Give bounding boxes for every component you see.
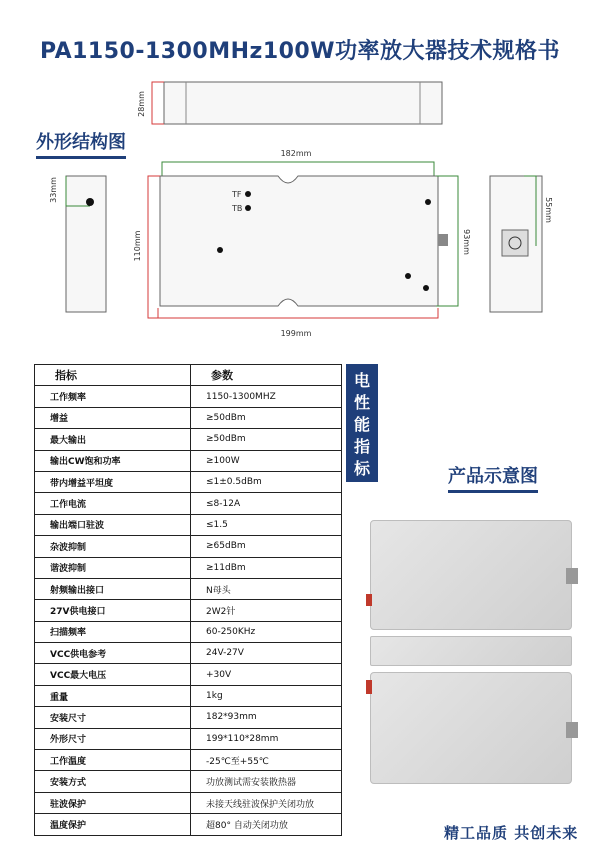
spec-value: 功放测试需安装散热器: [191, 771, 342, 792]
spec-row: [35, 750, 342, 771]
spec-name: 杂波抑制: [35, 536, 191, 557]
spec-row: [35, 493, 342, 514]
product-photo-bottom: [370, 672, 572, 784]
product-photo-top-port: [566, 568, 578, 584]
slogan: 精工品质 共创未来: [444, 824, 579, 842]
product-photo-side: [370, 636, 572, 666]
plan-view-drawing: [128, 146, 471, 342]
right-end-drawing: [484, 168, 564, 318]
spec-row: [35, 621, 342, 642]
spec-value: ≥50dBm: [191, 407, 342, 428]
spec-name: 驻波保护: [35, 792, 191, 813]
spec-value: 199*110*28mm: [191, 728, 342, 749]
performance-banner: [346, 364, 378, 482]
tf-label: TF: [232, 190, 242, 199]
spec-table-body: [35, 386, 342, 835]
product-photo-top: [370, 520, 572, 630]
product-photo-bottom-switch: [366, 680, 372, 694]
spec-row: [35, 600, 342, 621]
spec-name: 外形尺寸: [35, 728, 191, 749]
right-end-dim-label: 55mm: [544, 197, 553, 223]
spec-value: +30V: [191, 664, 342, 685]
spec-name: 谐波抑制: [35, 557, 191, 578]
tb-label: TB: [232, 204, 243, 213]
banner-char: 性: [353, 393, 370, 412]
spec-value: ≥65dBm: [191, 536, 342, 557]
spec-row: [35, 514, 342, 535]
top-side-drawing: [130, 78, 460, 130]
outer-width-label: 110mm: [133, 230, 142, 262]
n-connector-flange: [502, 230, 528, 256]
spec-value: 超80° 自动关闭功放: [191, 814, 342, 835]
section-outline-label: 外形结构图: [36, 132, 126, 153]
spec-row: [35, 536, 342, 557]
product-photo-bottom-port: [566, 722, 578, 738]
banner-char: 标: [353, 459, 370, 478]
spec-name: 射频输出接口: [35, 578, 191, 599]
inner-width-label: 93mm: [462, 229, 471, 255]
spec-value: ≥11dBm: [191, 557, 342, 578]
spec-value: 60-250KHz: [191, 621, 342, 642]
mount-hole-d: [423, 285, 429, 291]
page-title: PA1150-1300MHz100W功率放大器技术规格书: [39, 39, 561, 64]
spec-row: [35, 429, 342, 450]
spec-name: 温度保护: [35, 814, 191, 835]
spec-value: -25℃至+55℃: [191, 750, 342, 771]
spec-name: 输出CW饱和功率: [35, 450, 191, 471]
section-outline-heading: [36, 128, 126, 159]
spec-row: [35, 407, 342, 428]
side-body: [164, 82, 442, 124]
spec-name: VCC最大电压: [35, 664, 191, 685]
spec-row: [35, 792, 342, 813]
spec-table: [34, 364, 342, 836]
spec-row: [35, 386, 342, 407]
spec-row: [35, 814, 342, 835]
inner-length-dim-line: [162, 162, 434, 176]
spec-value: 1kg: [191, 685, 342, 706]
spec-name: VCC供电参考: [35, 643, 191, 664]
product-photo-top-switch: [366, 594, 372, 606]
spec-value: ≤1±0.5dBm: [191, 471, 342, 492]
spec-name: 增益: [35, 407, 191, 428]
spec-row: [35, 450, 342, 471]
outer-length-dim-line: [158, 308, 438, 318]
spec-name: 带内增益平坦度: [35, 471, 191, 492]
spec-value: 182*93mm: [191, 707, 342, 728]
outer-width-dim-line: [148, 176, 160, 318]
left-end-connector: [86, 198, 94, 206]
spec-row: [35, 771, 342, 792]
spec-name: 扫描频率: [35, 621, 191, 642]
height-dim-label: 28mm: [137, 91, 146, 117]
mount-hole-a: [217, 247, 223, 253]
section-preview-heading: [448, 462, 538, 493]
spec-row: [35, 728, 342, 749]
spec-value: ≥50dBm: [191, 429, 342, 450]
spec-row: [35, 578, 342, 599]
outer-length-label: 199mm: [280, 329, 312, 338]
spec-value: ≤8-12A: [191, 493, 342, 514]
spec-row: [35, 557, 342, 578]
spec-header-col1: 指标: [35, 365, 191, 386]
height-dim-line: [152, 82, 164, 124]
spec-name: 27V供电接口: [35, 600, 191, 621]
inner-length-label: 182mm: [280, 149, 312, 158]
tf-point: [245, 191, 251, 197]
spec-name: 工作电流: [35, 493, 191, 514]
spec-row: [35, 471, 342, 492]
left-end-body: [66, 176, 106, 312]
spec-name: 安装方式: [35, 771, 191, 792]
left-end-drawing: [30, 168, 110, 318]
mount-hole-b: [425, 199, 431, 205]
spec-name: 安装尺寸: [35, 707, 191, 728]
spec-name: 重量: [35, 685, 191, 706]
plate-body: [160, 176, 438, 306]
banner-char: 能: [353, 415, 370, 434]
spec-row: [35, 643, 342, 664]
mount-hole-c: [405, 273, 411, 279]
left-end-dim-label: 33mm: [49, 177, 58, 203]
spec-name: 输出端口驻波: [35, 514, 191, 535]
spec-name: 工作温度: [35, 750, 191, 771]
spec-name: 最大输出: [35, 429, 191, 450]
spec-value: 未接天线驻波保护关闭功放: [191, 792, 342, 813]
tb-point: [245, 205, 251, 211]
spec-value: ≤1.5: [191, 514, 342, 535]
section-preview-label: 产品示意图: [448, 466, 538, 487]
spec-value: 24V-27V: [191, 643, 342, 664]
rf-port: [438, 234, 448, 246]
banner-char: 电: [353, 371, 370, 390]
spec-value: N母头: [191, 578, 342, 599]
spec-value: 2W2针: [191, 600, 342, 621]
spec-value: ≥100W: [191, 450, 342, 471]
spec-row: [35, 707, 342, 728]
spec-header-row: [35, 365, 342, 386]
section-preview-underline: [448, 490, 538, 493]
spec-row: [35, 685, 342, 706]
spec-row: [35, 664, 342, 685]
spec-header-col2: 参数: [191, 365, 342, 386]
spec-name: 工作频率: [35, 386, 191, 407]
spec-value: 1150-1300MHZ: [191, 386, 342, 407]
section-outline-underline: [36, 156, 126, 159]
banner-char: 指: [353, 437, 370, 456]
